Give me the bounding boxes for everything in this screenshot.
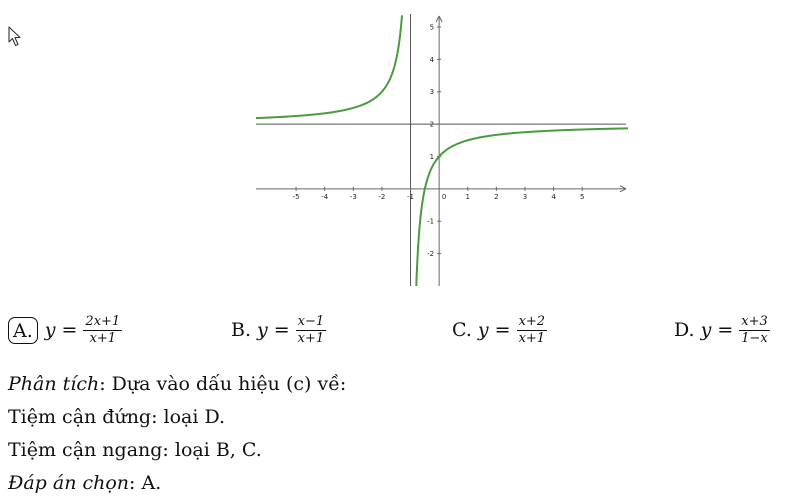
y-tick-label: 4 (429, 55, 435, 64)
y-tick-label: -1 (427, 217, 435, 226)
mouse-pointer-icon (8, 26, 24, 48)
x-tick-label: -3 (349, 192, 357, 201)
y-tick-label: 2 (429, 120, 435, 129)
answer-c-y: y (477, 319, 489, 341)
answer-choices (0, 310, 798, 350)
analysis-line (8, 373, 346, 395)
answer-c[interactable] (452, 310, 547, 350)
answer-b-letter: B. (231, 319, 252, 341)
analysis-label: Phân tích (8, 373, 100, 395)
function-graph (256, 14, 628, 286)
answer-d-y: y (700, 319, 712, 341)
answer-c-eq: = (494, 319, 511, 341)
axes-layer (256, 14, 626, 286)
x-tick-label: 5 (579, 192, 585, 201)
x-tick-label: -4 (321, 192, 329, 201)
y-tick-label: -2 (427, 250, 435, 259)
answer-b-y: y (257, 319, 268, 341)
ticks-layer (293, 23, 585, 258)
answer-a[interactable] (8, 310, 122, 350)
answer-d-letter: D. (674, 319, 695, 341)
answer-a-fraction (83, 315, 122, 346)
final-answer-text: : A. (129, 472, 162, 494)
answer-b[interactable] (231, 310, 326, 350)
answer-b-numerator: x−1 (297, 313, 325, 329)
answer-a-denominator: x+1 (89, 330, 117, 346)
x-tick-label: 3 (522, 192, 528, 201)
answer-c-denominator: x+1 (518, 330, 546, 346)
horizontal-asymptote-line: Tiệm cận ngang: loại B, C. (8, 439, 262, 461)
answer-d[interactable] (674, 310, 770, 350)
answer-b-fraction (296, 315, 327, 346)
answer-b-denominator: x+1 (297, 330, 325, 346)
final-answer-line (8, 472, 161, 494)
answer-d-denominator: 1−x (741, 330, 768, 346)
y-tick-label: 5 (429, 23, 435, 32)
answer-c-numerator: x+2 (518, 313, 546, 329)
x-tick-label: 2 (494, 192, 499, 201)
vertical-asymptote-line: Tiệm cận đứng: loại D. (8, 406, 226, 428)
curve-branch-right (414, 128, 628, 286)
answer-a-letter: A. (8, 317, 38, 344)
y-tick-label: 3 (429, 88, 435, 97)
answer-c-fraction (517, 315, 548, 346)
final-answer-label: Đáp án chọn (8, 472, 130, 494)
y-tick-label: 1 (429, 152, 435, 161)
answer-d-numerator: x+3 (741, 313, 768, 329)
answer-a-eq: = (61, 319, 78, 341)
answer-a-y: y (44, 319, 56, 341)
x-tick-label: -1 (407, 192, 415, 201)
curves-layer (256, 16, 628, 286)
analysis-text: : Dựa vào dấu hiệu (c) về: (99, 373, 347, 395)
x-tick-label: 1 (465, 192, 470, 201)
curve-branch-left (256, 16, 402, 118)
x-tick-label: -2 (378, 192, 386, 201)
answer-d-fraction (739, 315, 770, 346)
answer-b-eq: = (273, 319, 290, 341)
answer-d-eq: = (717, 319, 734, 341)
x-tick-label: 0 (441, 192, 447, 201)
x-tick-label: -5 (292, 192, 300, 201)
answer-a-numerator: 2x+1 (85, 313, 121, 329)
x-tick-label: 4 (551, 192, 556, 201)
answer-c-letter: C. (452, 319, 472, 341)
